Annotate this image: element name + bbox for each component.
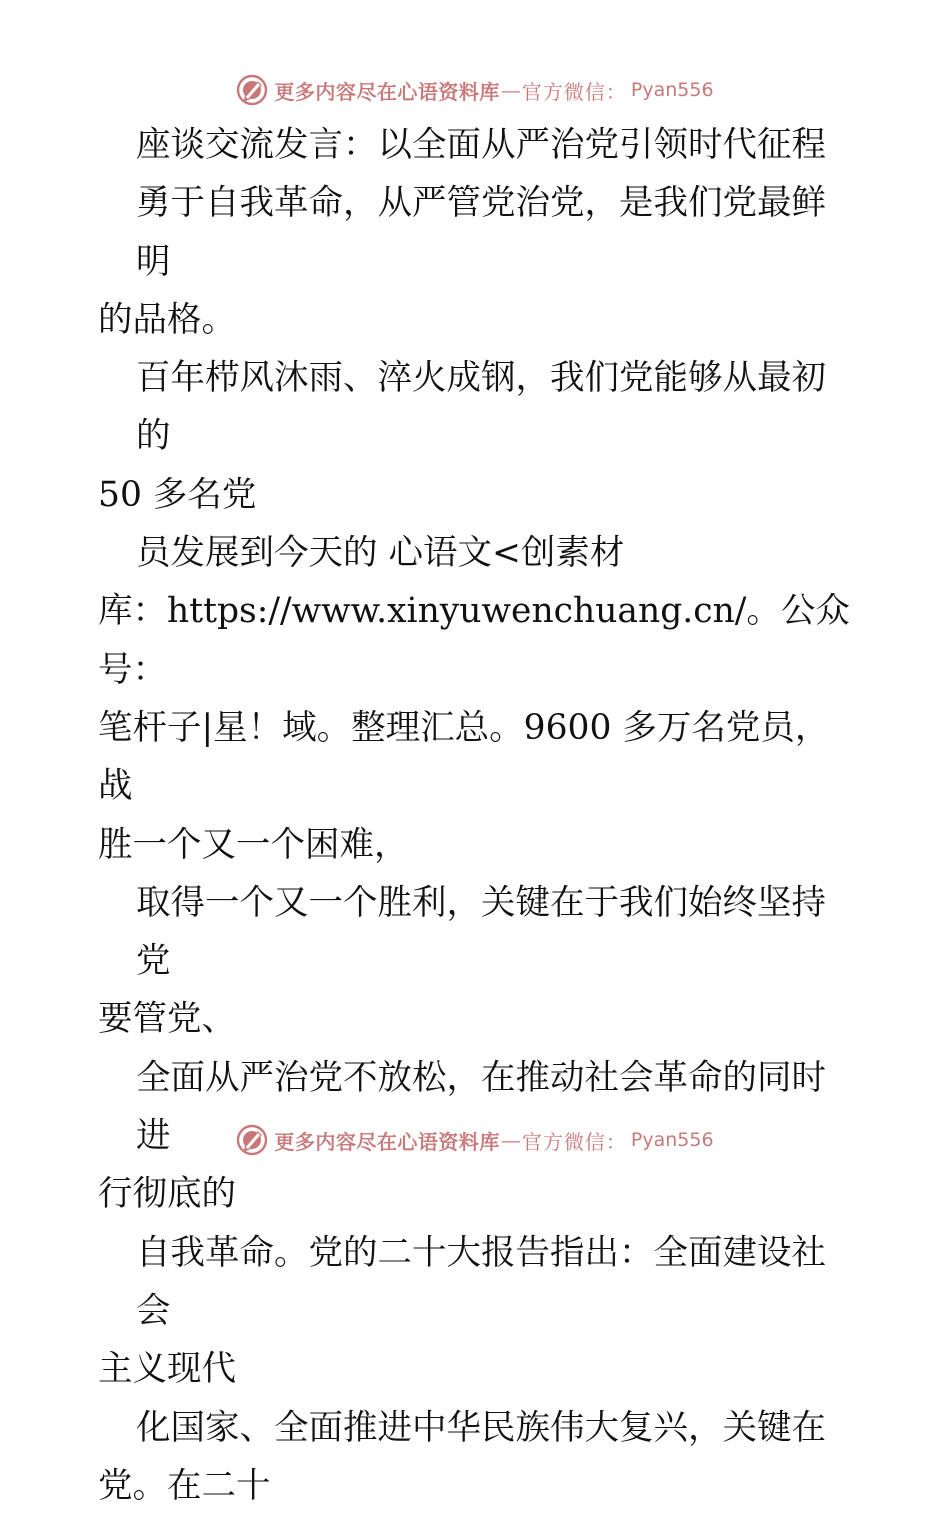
- seal-pen-icon: [236, 1124, 268, 1156]
- text-line: 行彻底的: [98, 1174, 236, 1215]
- text-line: 笔杆子|星！域。整理汇总。9600 多万名党员，战: [98, 707, 830, 807]
- text-line: 库：https://www.xinyuwenchuang.cn/。公众号：: [98, 591, 850, 690]
- footer-banner: [0, 1120, 950, 1160]
- banner-label: 更多内容尽在心语资料库: [274, 1129, 500, 1154]
- banner-wechat-id: Pyan556: [630, 1129, 714, 1151]
- banner-dash: —: [500, 1128, 521, 1152]
- banner-label: 更多内容尽在心语资料库: [274, 79, 500, 104]
- document-title: 座谈交流发言：以全面从严治党引领时代征程: [136, 125, 826, 165]
- text-line: 主义现代: [98, 1349, 236, 1390]
- header-banner: [0, 70, 950, 110]
- seal-pen-icon: [236, 74, 268, 106]
- text-line: 胜一个又一个困难，: [98, 824, 409, 865]
- text-line: 党。在二十: [98, 1465, 271, 1506]
- text-line: 化国家、全面推进中华民族伟大复兴，关键在: [136, 1407, 826, 1448]
- text-line: 要管党、: [98, 999, 236, 1040]
- text-line: 取得一个又一个胜利，关键在于我们始终坚持党: [136, 882, 826, 982]
- banner-wechat-id: Pyan556: [630, 79, 714, 101]
- text-line: 全面从严治党不放松，在推动社会革命的同时进: [136, 1057, 826, 1157]
- text-line: 百年栉风沐雨、淬火成钢，我们党能够从最初的: [136, 358, 826, 457]
- text-line: 勇于自我革命，从严管党治党，是我们党最鲜明: [136, 183, 826, 282]
- text-line: 员发展到今天的 心语文<创素材: [136, 533, 625, 574]
- banner-dash: —: [500, 78, 521, 102]
- banner-wechat-label: 官方微信：: [521, 79, 627, 104]
- text-line: 自我革命。党的二十大报告指出：全面建设社会: [136, 1232, 826, 1331]
- text-line: 50 多名党: [98, 474, 257, 515]
- banner-wechat-label: 官方微信：: [521, 1129, 627, 1154]
- text-line: 的品格。: [98, 299, 236, 340]
- document-body: [98, 116, 858, 1515]
